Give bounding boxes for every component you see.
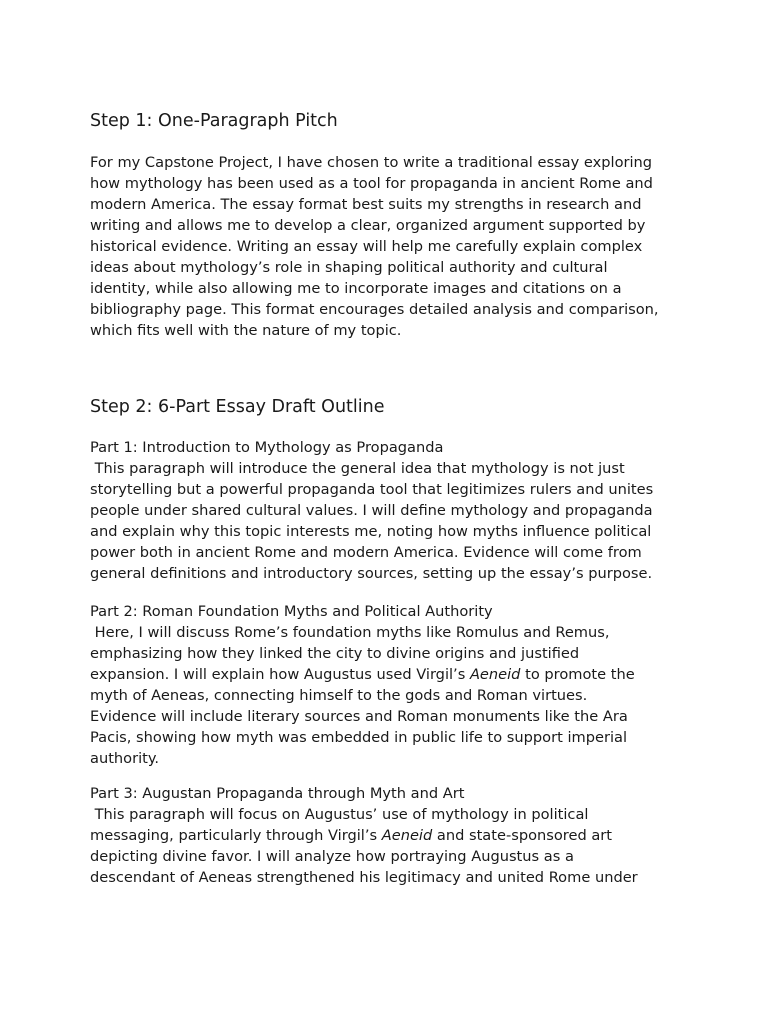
outline-part-3 [90,783,690,888]
part-line: Evidence will include literary sources and Roman monuments like the Ara [90,708,628,725]
part-line: myth of Aeneas, connecting himself to the gods and Roman virtues. [90,687,588,704]
step2-heading: Step 2: 6-Part Essay Draft Outline [90,397,385,417]
pitch-line: ideas about mythology’s role in shaping political authority and cultural [90,259,608,276]
pitch-line: which fits well with the nature of my topic. [90,322,402,339]
part-line: descendant of Aeneas strengthened his legitimacy and united Rome under [90,869,638,886]
book-title-italic: Aeneid [381,827,433,844]
outline-part-1 [90,437,690,584]
part-line: general definitions and introductory sources, setting up the essay’s purpose. [90,565,653,582]
part-title: Part 2: Roman Foundation Myths and Political Authority [90,603,493,620]
part-line: power both in ancient Rome and modern America. Evidence will come from [90,544,642,561]
part-line: This paragraph will introduce the general idea that mythology is not just [90,460,625,477]
line-text: to promote the [520,666,635,683]
part-line: emphasizing how they linked the city to divine origins and justified [90,645,580,662]
pitch-line: modern America. The essay format best suits my strengths in research and [90,196,642,213]
book-title-italic: Aeneid [469,666,521,683]
part-line: storytelling but a powerful propaganda tool that legitimizes rulers and unites [90,481,654,498]
part-line [90,664,690,685]
pitch-line: For my Capstone Project, I have chosen to write a traditional essay exploring [90,154,653,171]
part-line: Pacis, showing how myth was embedded in public life to support imperial [90,729,628,746]
pitch-line: historical evidence. Writing an essay will help me carefully explain complex [90,238,643,255]
part-title: Part 1: Introduction to Mythology as Propaganda [90,439,444,456]
part-line: depicting divine favor. I will analyze how portraying Augustus as a [90,848,574,865]
part-line: Here, I will discuss Rome’s foundation myths like Romulus and Remus, [90,624,610,641]
line-text: and state-sponsored art [432,827,613,844]
pitch-line: bibliography page. This format encourages detailed analysis and comparison, [90,301,659,318]
line-text: messaging, particularly through Virgil’s [90,827,382,844]
document-page [90,110,690,888]
pitch-line: writing and allows me to develop a clear, organized argument supported by [90,217,646,234]
part-line: This paragraph will focus on Augustus’ use of mythology in political [90,806,589,823]
part-line [90,825,690,846]
step1-heading: Step 1: One-Paragraph Pitch [90,111,338,131]
line-text: expansion. I will explain how Augustus used Virgil’s [90,666,470,683]
part-line: people under shared cultural values. I will define mythology and propaganda [90,502,653,519]
pitch-paragraph [90,152,690,341]
part-line: authority. [90,750,160,767]
pitch-line: how mythology has been used as a tool for propaganda in ancient Rome and [90,175,653,192]
pitch-line: identity, while also allowing me to incorporate images and citations on a [90,280,622,297]
part-title: Part 3: Augustan Propaganda through Myth and Art [90,785,465,802]
part-line: and explain why this topic interests me, noting how myths influence political [90,523,652,540]
outline-part-2 [90,601,690,769]
